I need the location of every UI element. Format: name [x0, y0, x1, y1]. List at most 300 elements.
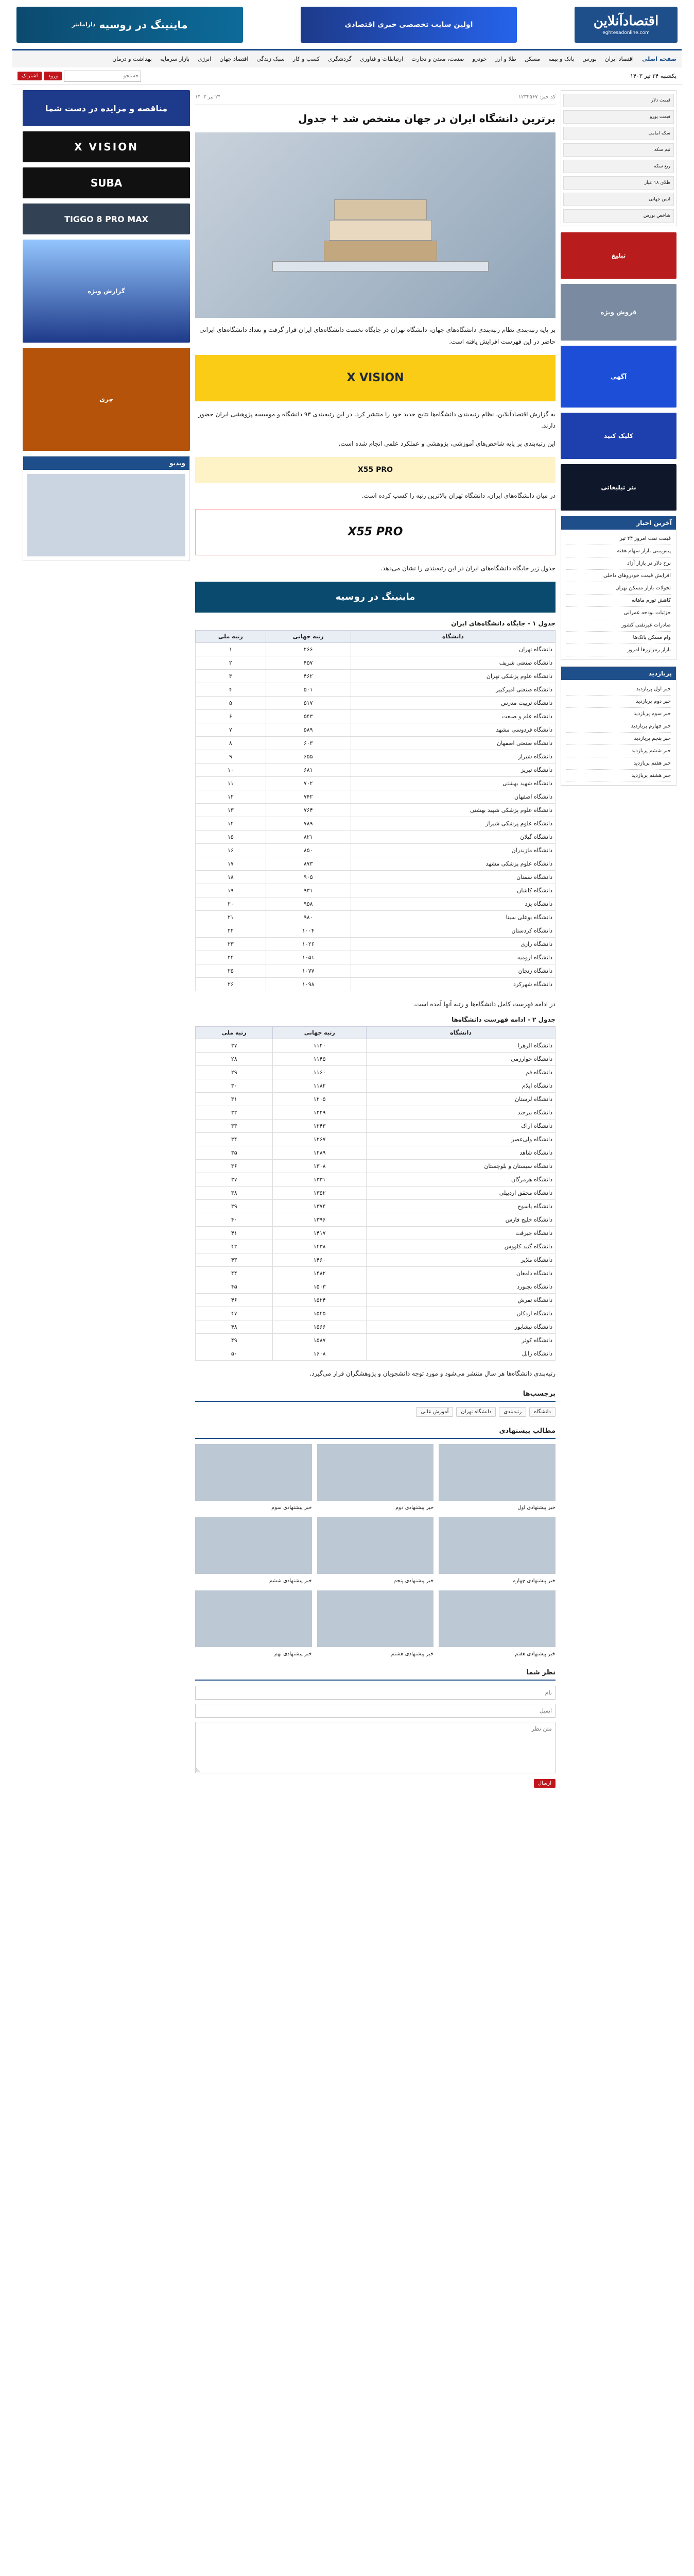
table-row: [196, 870, 556, 884]
table-cell: دانشگاه شهرکرد: [351, 977, 555, 991]
table-cell: ۱۶۰۸: [273, 1347, 367, 1361]
table-cell: دانشگاه علوم پزشکی شیراز: [351, 817, 555, 830]
table-row: [196, 897, 556, 910]
table-header-cell: دانشگاه: [366, 1027, 555, 1039]
suggested-card[interactable]: [439, 1444, 556, 1512]
nav-item[interactable]: خودرو: [472, 56, 487, 62]
ad-left-2-text: X VISION: [74, 141, 138, 153]
most-viewed-box: [561, 666, 676, 786]
most-viewed-item[interactable]: خبر ششم پربازدید: [566, 745, 671, 757]
latest-news-item[interactable]: تحولات بازار مسکن تهران: [566, 582, 671, 595]
price-pill[interactable]: [563, 143, 674, 157]
table-cell: ۱۵۸۷: [273, 1334, 367, 1347]
table-cell: ۹۵۸: [266, 897, 351, 910]
nav-item[interactable]: اقتصاد ایران: [604, 56, 634, 62]
table-cell: ۸۵۰: [266, 843, 351, 857]
latest-news-item[interactable]: جزئیات بودجه عمرانی: [566, 607, 671, 619]
table-row: [196, 1307, 556, 1320]
ad-right-2-text: فروش ویژه: [600, 309, 637, 316]
table-header-cell: دانشگاه: [351, 630, 555, 642]
logo-text: اقتصادآنلاین: [593, 13, 659, 29]
price-pill[interactable]: [563, 176, 674, 190]
table-row: [196, 803, 556, 817]
table-cell: دانشگاه تبریز: [351, 763, 555, 776]
nav-item[interactable]: بازار سرمایه: [160, 56, 190, 62]
table-row: [196, 1106, 556, 1120]
ad-left-6-text: چری: [99, 396, 114, 403]
table-row: [196, 1039, 556, 1053]
table-row: [196, 763, 556, 776]
article-title: برترین دانشگاه ایران در جهان مشخص شد + جدول: [298, 112, 556, 125]
latest-news-item[interactable]: افزایش قیمت خودروهای داخلی: [566, 570, 671, 582]
tag-link[interactable]: دانشگاه: [529, 1407, 556, 1417]
table-cell: ۵۰: [196, 1347, 273, 1361]
table-row: [196, 1079, 556, 1093]
current-date: یکشنبه ۲۴ تیر ۱۴۰۳: [630, 73, 676, 79]
table-cell: دانشگاه شهید بهشتی: [351, 776, 555, 790]
table-cell: ۱۳۳۱: [273, 1173, 367, 1187]
top-banners: [12, 0, 682, 49]
table-cell: ۱۵۰۳: [273, 1280, 367, 1294]
latest-news-box: [561, 516, 676, 660]
banner-1-text: اولین سایت تخصصی خبری اقتصادی: [344, 20, 473, 29]
tag-link[interactable]: رتبه‌بندی: [499, 1407, 526, 1417]
table-cell: ۳۳: [196, 1120, 273, 1133]
table-cell: ۱۲۴۳: [273, 1120, 367, 1133]
table-row: [196, 1053, 556, 1066]
table-row: [196, 750, 556, 763]
table-cell: دانشگاه زابل: [366, 1347, 555, 1361]
table-cell: دانشگاه اراک: [366, 1120, 555, 1133]
ad-right-5[interactable]: [561, 464, 676, 511]
table-cell: ۴۵۷: [266, 656, 351, 669]
table-row: [196, 1066, 556, 1079]
table-cell: دانشگاه نیشابور: [366, 1320, 555, 1334]
table-row: [196, 951, 556, 964]
ranking-table-2: [195, 1026, 556, 1361]
table-cell: ۳۶: [196, 1160, 273, 1173]
table-row: [196, 1294, 556, 1307]
right-sidebar: [561, 90, 676, 1786]
book-shape: [324, 241, 437, 261]
table-cell: دانشگاه تربیت مدرس: [351, 696, 555, 709]
header-banner-2[interactable]: [16, 7, 243, 43]
table-cell: ۹۸۰: [266, 910, 351, 924]
suggested-title: خبر پیشنهادی دوم: [395, 1505, 434, 1511]
nav-item[interactable]: گردشگری: [327, 56, 352, 62]
most-viewed-title: پربازدید: [561, 667, 676, 680]
table-row: [196, 1253, 556, 1267]
most-viewed-item[interactable]: خبر دوم پربازدید: [566, 696, 671, 708]
suggested-card[interactable]: [439, 1590, 556, 1658]
table-cell: ۴۴: [196, 1267, 273, 1280]
suggested-title: خبر پیشنهادی سوم: [271, 1505, 312, 1511]
book-shape: [329, 220, 432, 241]
tags-title: برچسب‌ها: [195, 1387, 556, 1402]
table-row: [196, 1240, 556, 1253]
table-cell: دانشگاه خوارزمی: [366, 1053, 555, 1066]
search-input[interactable]: [64, 71, 141, 82]
latest-news-list: [561, 530, 676, 659]
table-cell: ۱۵۶۶: [273, 1320, 367, 1334]
article-body: [195, 409, 556, 1380]
suggested-card[interactable]: [195, 1444, 312, 1512]
table-row: [196, 1334, 556, 1347]
ad-right-4-text: کلیک کنید: [604, 432, 633, 439]
ad-left-5[interactable]: [23, 240, 190, 343]
article-paragraph: در ادامه فهرست کامل دانشگاه‌ها و رتبه آنها آمده است.: [413, 1000, 556, 1008]
video-thumbnail[interactable]: [27, 474, 185, 556]
ad-inline-1[interactable]: [195, 355, 556, 401]
ad-left-6[interactable]: [23, 348, 190, 451]
table-cell: ۱۵: [196, 830, 266, 843]
table-header-cell: رتبه ملی: [196, 630, 266, 642]
ad-inline-2[interactable]: [195, 457, 556, 483]
table-cell: دانشگاه خلیج فارس: [366, 1213, 555, 1227]
price-pill[interactable]: [563, 127, 674, 140]
table-row: [196, 817, 556, 830]
nav-item[interactable]: طلا و ارز: [495, 56, 516, 62]
table-cell: دانشگاه علوم پزشکی مشهد: [351, 857, 555, 870]
table-row: [196, 830, 556, 843]
suggested-image: [317, 1517, 434, 1574]
article-paragraph: جدول زیر جایگاه دانشگاه‌های ایران در این رتبه‌بندی را نشان می‌دهد.: [380, 564, 556, 572]
table-cell: ۵: [196, 696, 266, 709]
latest-news-item[interactable]: کاهش تورم ماهانه: [566, 595, 671, 607]
table-cell: دانشگاه زنجان: [351, 964, 555, 977]
nav-item[interactable]: اقتصاد جهان: [219, 56, 249, 62]
price-pill-label: قیمت دلار: [651, 98, 670, 103]
ad-right-2[interactable]: [561, 284, 676, 341]
left-sidebar: [23, 90, 190, 1786]
nav-item[interactable]: کسب و کار: [292, 56, 320, 62]
table-row: [196, 843, 556, 857]
suggested-image: [317, 1444, 434, 1501]
article-meta: [195, 90, 556, 105]
tag-link[interactable]: دانشگاه تهران: [456, 1407, 496, 1417]
table-cell: دانشگاه جیرفت: [366, 1227, 555, 1240]
ad-left-4-text: TIGGO 8 PRO MAX: [64, 214, 148, 224]
table-cell: ۲۳: [196, 937, 266, 951]
table-cell: دانشگاه مازندران: [351, 843, 555, 857]
table-cell: دانشگاه یاسوج: [366, 1200, 555, 1213]
ad-left-1-text: مناقصه و مزایده در دست شما: [45, 103, 167, 113]
suggested-title: خبر پیشنهادی پنجم: [393, 1578, 434, 1584]
table-cell: ۱۰۹۸: [266, 977, 351, 991]
table-cell: ۷۰۲: [266, 776, 351, 790]
table-cell: دانشگاه شیراز: [351, 750, 555, 763]
table-cell: ۱۳۰۸: [273, 1160, 367, 1173]
suggested-image: [195, 1517, 312, 1574]
table-cell: ۱: [196, 642, 266, 656]
ad-inline-1-text: X VISION: [346, 371, 404, 385]
table-cell: ۱۳: [196, 803, 266, 817]
latest-news-title: آخرین اخبار: [561, 516, 676, 530]
table-cell: ۶۵۵: [266, 750, 351, 763]
ad-right-1[interactable]: [561, 232, 676, 279]
latest-news-item[interactable]: بازار رمزارزها امروز: [566, 644, 671, 656]
nav-item[interactable]: مسکن: [524, 56, 540, 62]
table-cell: ۳۸: [196, 1187, 273, 1200]
table-row: [196, 857, 556, 870]
site-logo[interactable]: [575, 7, 678, 43]
suggested-title: خبر پیشنهادی ششم: [269, 1578, 312, 1584]
table-cell: دانشگاه الزهرا: [366, 1039, 555, 1053]
table-row: [196, 696, 556, 709]
table-cell: دانشگاه کاشان: [351, 884, 555, 897]
video-box: [23, 456, 190, 561]
nav-item[interactable]: صنعت، معدن و تجارت: [411, 56, 464, 62]
table-cell: ۸: [196, 736, 266, 750]
table-row: [196, 1280, 556, 1294]
table-cell: ۱۴۶۰: [273, 1253, 367, 1267]
latest-news-item[interactable]: صادرات غیرنفتی کشور: [566, 619, 671, 632]
article-paragraph: در میان دانشگاه‌های ایران، دانشگاه تهران بالاترین رتبه را کسب کرده است.: [361, 492, 556, 499]
nav-item[interactable]: بورس: [582, 56, 597, 62]
nav-item[interactable]: انرژی: [198, 56, 212, 62]
most-viewed-item[interactable]: خبر پنجم پربازدید: [566, 733, 671, 745]
table-row: [196, 924, 556, 937]
table-cell: ۱۲۸۹: [273, 1146, 367, 1160]
table-cell: ۷۶۴: [266, 803, 351, 817]
table-cell: ۱۰۲۶: [266, 937, 351, 951]
table-cell: ۱۱: [196, 776, 266, 790]
ad-inline-2-text: X55 PRO: [357, 465, 393, 474]
table-cell: دانشگاه فردوسی مشهد: [351, 723, 555, 736]
suggested-card[interactable]: [317, 1590, 434, 1658]
table-cell: ۷۸۹: [266, 817, 351, 830]
table-row: [196, 1347, 556, 1361]
table-cell: دانشگاه علوم پزشکی شهید بهشتی: [351, 803, 555, 817]
most-viewed-item[interactable]: خبر اول پربازدید: [566, 683, 671, 696]
table-cell: دانشگاه یزد: [351, 897, 555, 910]
most-viewed-item[interactable]: خبر سوم پربازدید: [566, 708, 671, 720]
tag-link[interactable]: آموزش عالی: [416, 1407, 453, 1417]
subscribe-button[interactable]: اشتراک: [18, 72, 42, 80]
table-cell: دانشگاه اردکان: [366, 1307, 555, 1320]
nav-item[interactable]: ارتباطات و فناوری: [360, 56, 404, 62]
table-cell: ۱۲: [196, 790, 266, 803]
table-cell: ۳۲: [196, 1106, 273, 1120]
nav-item[interactable]: بانک و بیمه: [548, 56, 575, 62]
table-cell: ۴۱: [196, 1227, 273, 1240]
ad-inline-4-text: ماینینگ در روسیه: [335, 591, 415, 603]
latest-news-item[interactable]: قیمت نفت امروز ۲۴ تیر: [566, 533, 671, 545]
latest-news-item[interactable]: نرخ دلار در بازار آزاد: [566, 557, 671, 570]
table-row: [196, 1133, 556, 1146]
ad-left-4[interactable]: [23, 204, 190, 234]
table-cell: ۱۹: [196, 884, 266, 897]
table-row: [196, 1173, 556, 1187]
ad-left-2[interactable]: [23, 131, 190, 162]
comment-text-input[interactable]: [195, 1722, 556, 1773]
table-cell: دانشگاه اصفهان: [351, 790, 555, 803]
table-cell: ۲۱: [196, 910, 266, 924]
most-viewed-item[interactable]: خبر چهارم پربازدید: [566, 720, 671, 733]
comment-email-input[interactable]: [195, 1704, 556, 1718]
table-cell: ۸۷۳: [266, 857, 351, 870]
table-cell: ۲: [196, 656, 266, 669]
table-header-cell: رتبه جهانی: [266, 630, 351, 642]
table-cell: ۵۴۳: [266, 709, 351, 723]
price-pill-label: شاخص بورس: [643, 213, 670, 218]
table-cell: ۳۴: [196, 1133, 273, 1146]
laptop-shape: [272, 261, 489, 272]
table-cell: دانشگاه علوم پزشکی تهران: [351, 669, 555, 683]
ad-left-1[interactable]: [23, 90, 190, 126]
table-cell: دانشگاه صنعتی شریف: [351, 656, 555, 669]
suggested-card[interactable]: [195, 1590, 312, 1658]
book-shape: [334, 199, 427, 220]
table-cell: دانشگاه بیرجند: [366, 1106, 555, 1120]
ad-left-5-text: گزارش ویژه: [88, 287, 125, 295]
table-cell: ۹۳۱: [266, 884, 351, 897]
table-row: [196, 656, 556, 669]
price-pill-label: سکه امامی: [648, 131, 670, 136]
price-pill-label: قیمت یورو: [650, 114, 670, 120]
table-cell: ۲۶: [196, 977, 266, 991]
price-pill[interactable]: [563, 209, 674, 223]
table-cell: ۱۴۸۲: [273, 1267, 367, 1280]
comment-name-input[interactable]: [195, 1686, 556, 1700]
suggested-card[interactable]: [317, 1444, 434, 1512]
table-cell: ۲۷: [196, 1039, 273, 1053]
price-pill[interactable]: [563, 193, 674, 206]
ad-right-4[interactable]: [561, 413, 676, 459]
price-pill[interactable]: [563, 160, 674, 173]
video-title: ویدیو: [23, 456, 189, 470]
latest-news-item[interactable]: وام مسکن بانک‌ها: [566, 632, 671, 644]
comment-form: [195, 1686, 556, 1786]
table-cell: ۱۱۴۵: [273, 1053, 367, 1066]
table-cell: دانشگاه قم: [366, 1066, 555, 1079]
table-cell: دانشگاه رازی: [351, 937, 555, 951]
table-row: [196, 1227, 556, 1240]
table-cell: ۱۴۳۸: [273, 1240, 367, 1253]
table-cell: ۱۰۷۷: [266, 964, 351, 977]
table-row: [196, 709, 556, 723]
table-cell: ۱۴: [196, 817, 266, 830]
price-pill[interactable]: [563, 110, 674, 124]
table-cell: ۲۸: [196, 1053, 273, 1066]
table-cell: ۱۸: [196, 870, 266, 884]
table-cell: ۴۲: [196, 1240, 273, 1253]
table-cell: ۱۰۵۱: [266, 951, 351, 964]
table-cell: ۳۹: [196, 1200, 273, 1213]
login-button[interactable]: ورود: [44, 72, 62, 80]
table-row: [196, 683, 556, 696]
article-main: [195, 90, 556, 1786]
table-cell: دانشگاه ملایر: [366, 1253, 555, 1267]
table-cell: ۲۴: [196, 951, 266, 964]
nav-item[interactable]: سبک زندگی: [256, 56, 285, 62]
table-cell: ۵۸۹: [266, 723, 351, 736]
nav-home[interactable]: صفحه اصلی: [642, 56, 676, 62]
price-pill-label: ربع سکه: [654, 164, 670, 169]
table-row: [196, 910, 556, 924]
table-cell: ۱۱۲۰: [273, 1039, 367, 1053]
ad-inline-3[interactable]: [195, 509, 556, 555]
table-cell: دانشگاه تفرش: [366, 1294, 555, 1307]
table-cell: دانشگاه ارومیه: [351, 951, 555, 964]
table-row: [196, 1200, 556, 1213]
table-cell: ۶: [196, 709, 266, 723]
table-row: [196, 1146, 556, 1160]
table-row: [196, 1093, 556, 1106]
ad-inline-4[interactable]: [195, 582, 556, 613]
most-viewed-item[interactable]: خبر هفتم پربازدید: [566, 757, 671, 770]
table-cell: ۴۰: [196, 1213, 273, 1227]
table-cell: ۹: [196, 750, 266, 763]
table-cell: ۴۶۲: [266, 669, 351, 683]
table-cell: ۱۰۰۴: [266, 924, 351, 937]
nav-item[interactable]: بهداشت و درمان: [112, 56, 152, 62]
news-code: کد خبر: ۱۲۳۴۵۶۷: [518, 94, 556, 100]
suggested-title: خبر پیشنهادی اول: [517, 1505, 556, 1511]
table-cell: ۱۳۹۶: [273, 1213, 367, 1227]
price-pill-label: انس جهانی: [649, 197, 670, 202]
table-cell: دانشگاه بجنورد: [366, 1280, 555, 1294]
table-cell: ۴۹: [196, 1334, 273, 1347]
article-paragraph: این رتبه‌بندی بر پایه شاخص‌های آموزشی، پژوهشی و عملکرد علمی انجام شده است.: [338, 440, 556, 448]
table-cell: دانشگاه محقق اردبیلی: [366, 1187, 555, 1200]
ad-left-3[interactable]: [23, 167, 190, 198]
table-cell: ۱۲۰۵: [273, 1093, 367, 1106]
table-cell: ۱۱۶۰: [273, 1066, 367, 1079]
table-cell: دانشگاه شاهد: [366, 1146, 555, 1160]
table-cell: ۳۰: [196, 1079, 273, 1093]
table-header-cell: رتبه جهانی: [273, 1027, 367, 1039]
ad-right-3[interactable]: [561, 346, 676, 408]
table-cell: ۳۵: [196, 1146, 273, 1160]
suggested-title: خبر پیشنهادی هفتم: [515, 1651, 556, 1657]
table-cell: دانشگاه صنعتی امیرکبیر: [351, 683, 555, 696]
table-cell: دانشگاه لرستان: [366, 1093, 555, 1106]
article-lead: بر پایه رتبه‌بندی نظام رتبه‌بندی دانشگاه‌های جهان، دانشگاه تهران در جایگاه نخست دانشگاه‌های ایران قرار گرفت و تعداد دانشگاه‌های ایرانی حاضر در این فهرست افزایش یافته است.: [199, 326, 556, 345]
latest-news-item[interactable]: پیش‌بینی بازار سهام هفته: [566, 545, 671, 557]
most-viewed-item[interactable]: خبر هشتم پربازدید: [566, 770, 671, 782]
table-cell: ۱۳۷۴: [273, 1200, 367, 1213]
header-banner-1[interactable]: [301, 7, 517, 43]
table-cell: ۱۴۱۷: [273, 1227, 367, 1240]
suggested-card[interactable]: [195, 1517, 312, 1585]
table-header-cell: رتبه ملی: [196, 1027, 273, 1039]
table-cell: دانشگاه صنعتی اصفهان: [351, 736, 555, 750]
suggested-card[interactable]: [439, 1517, 556, 1585]
banner-2-sub: داراماینر: [72, 21, 96, 28]
table-cell: ۳۷: [196, 1173, 273, 1187]
table-row: [196, 790, 556, 803]
table-cell: ۱۲۶۷: [273, 1133, 367, 1146]
price-pill-label: نیم سکه: [654, 147, 670, 152]
table-cell: ۸۲۱: [266, 830, 351, 843]
table-row: [196, 1120, 556, 1133]
table-row: [196, 642, 556, 656]
table-row: [196, 776, 556, 790]
ad-inline-3-text: X55 PRO: [348, 526, 403, 539]
price-pill[interactable]: [563, 94, 674, 107]
banner-2-text: ماینینگ در روسیه: [99, 18, 188, 31]
suggested-image: [439, 1444, 556, 1501]
search-box: [18, 71, 141, 82]
comment-submit-button[interactable]: ارسال: [534, 1779, 556, 1788]
suggested-image: [317, 1590, 434, 1647]
suggested-grid: [195, 1444, 556, 1658]
table-row: [196, 1160, 556, 1173]
most-viewed-list: [561, 680, 676, 785]
article-paragraph: رتبه‌بندی دانشگاه‌ها هر سال منتشر می‌شود و مورد توجه دانشجویان و پژوهشگران قرار می‌گیرد.: [309, 1370, 556, 1378]
suggested-card[interactable]: [317, 1517, 434, 1585]
